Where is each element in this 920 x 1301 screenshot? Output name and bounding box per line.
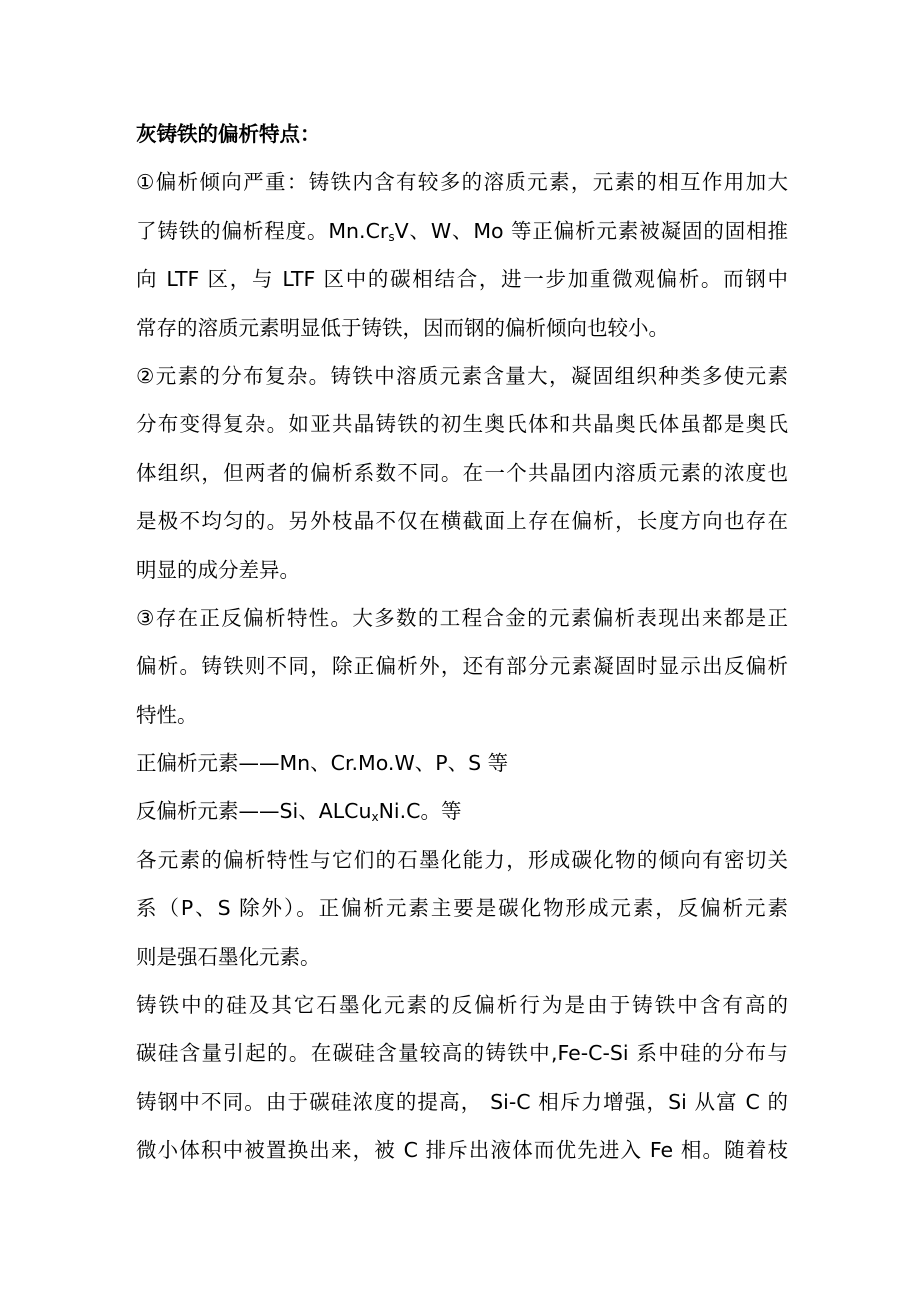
paragraph-graphitization [136,836,788,981]
text-line: 体组织，但两者的偏析系数不同。在一个共晶团内溶质元素的浓度也 [136,460,788,485]
paragraph-severe-segregation [136,158,788,352]
text-line: 系（P、S 除外）。正偏析元素主要是碳化物形成元素，反偏析元素 [136,896,788,921]
text-run: Ni.C。等 [378,799,462,824]
negative-elements-line [136,787,788,835]
text-run: 了铸铁的偏析程度。Mn.Cr [136,218,389,243]
text-line: 微小体积中被置换出来，被 C 排斥出液体而优先进入 Fe 相。随着枝 [136,1138,788,1163]
text-line: 偏析。铸铁则不同，除正偏析外，还有部分元素凝固时显示出反偏析 [136,654,788,679]
text-line: 铸钢中不同。由于碳硅浓度的提高， Si-C 相斥力增强，Si 从富 C 的 [136,1089,788,1114]
subscript: x [371,810,379,825]
document-body [136,110,788,1175]
text-line: ②元素的分布复杂。铸铁中溶质元素含量大，凝固组织种类多使元素 [136,363,788,388]
document-title: 灰铸铁的偏析特点： [136,122,321,146]
paragraph-silicon-behavior [136,981,788,1175]
positive-elements-line: 正偏析元素——Mn、Cr.Mo.W、P、S 等 [136,751,509,776]
text-line [136,207,788,255]
text-line: ③存在正反偏析特性。大多数的工程合金的元素偏析表现出来都是正 [136,605,788,630]
text-line: 特性。 [136,702,198,727]
text-line: 铸铁中的硅及其它石墨化元素的反偏析行为是由于铸铁中含有高的 [136,993,788,1018]
text-line: 则是强石墨化元素。 [136,944,321,969]
text-line: 碳硅含量引起的。在碳硅含量较高的铸铁中,Fe-C-Si 系中硅的分布与 [136,1041,788,1066]
text-line: 各元素的偏析特性与它们的石墨化能力，形成碳化物的倾向有密切关 [136,847,788,872]
text-line: ①偏析倾向严重：铸铁内含有较多的溶质元素，元素的相互作用加大 [136,170,788,195]
paragraph-complex-distribution [136,352,788,594]
text-line: 分布变得复杂。如亚共晶铸铁的初生奥氏体和共晶奥氏体虽都是奥氏 [136,412,788,437]
text-line: 明显的成分差异。 [136,557,300,582]
paragraph-positive-negative [136,594,788,739]
text-line: 是极不均匀的。另外枝晶不仅在横截面上存在偏析，长度方向也存在 [136,509,788,534]
text-run: V、W、Mo 等正偏析元素被凝固的固相推 [394,218,788,243]
text-line: 常存的溶质元素明显低于铸铁，因而钢的偏析倾向也较小。 [136,315,669,340]
text-line: 向 LTF 区，与 LTF 区中的碳相结合，进一步加重微观偏析。而钢中 [136,267,788,292]
subscript: s [388,229,395,244]
text-run: 反偏析元素——Si、ALCu [136,799,372,824]
